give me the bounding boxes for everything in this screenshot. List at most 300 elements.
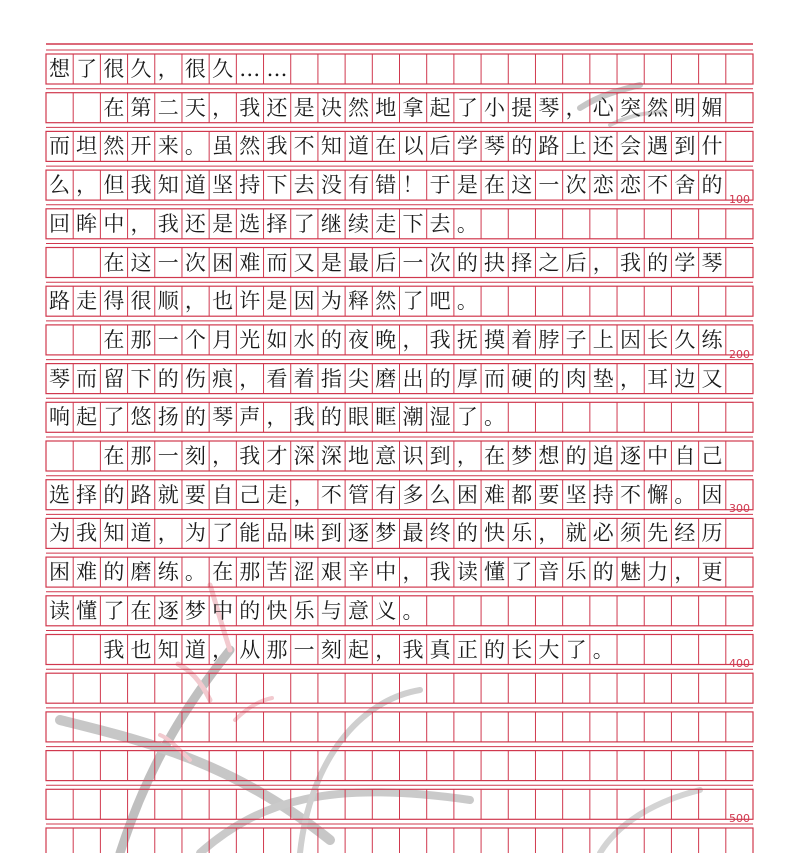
grid-char: 知	[103, 521, 125, 546]
grid-char: 的	[320, 405, 342, 430]
grid-char: 尖	[348, 366, 370, 391]
grid-char: 上	[565, 134, 587, 159]
grid-char: 琴	[538, 95, 560, 120]
grid-char: 而	[48, 134, 70, 159]
grid-char: 的	[484, 637, 505, 662]
grid-char: 困	[48, 560, 70, 585]
grid-char: 明	[674, 95, 696, 120]
grid-char: 。	[456, 211, 478, 236]
grid-char: 了	[456, 95, 478, 120]
grid-char: 学	[674, 250, 696, 275]
grid-char: 因	[619, 327, 641, 352]
grid-char: 是	[320, 250, 342, 275]
grid-char: 道	[348, 134, 370, 159]
grid-char: 是	[456, 173, 478, 198]
grid-char: 还	[592, 134, 614, 159]
grid-char: 辛	[348, 560, 370, 585]
grid-char: 管	[348, 482, 370, 507]
grid-char: 了	[103, 598, 125, 623]
grid-char: 月	[212, 327, 234, 352]
grid-char: 了	[212, 521, 234, 546]
grid-char: ，	[184, 289, 206, 314]
grid-char: 我	[402, 637, 424, 662]
grid-char: 如	[266, 327, 288, 352]
grid-char: ，	[157, 521, 179, 546]
grid-char: 心	[592, 95, 614, 120]
grid-char: 想	[538, 444, 560, 468]
grid-char: 厚	[456, 366, 478, 391]
grid-char: 媚	[701, 95, 723, 120]
grid-char: 但	[103, 173, 125, 198]
grid-char: 边	[674, 366, 696, 391]
grid-char: 了	[402, 289, 424, 314]
grid-char: 我	[76, 521, 98, 546]
grid-char: 力	[647, 560, 669, 585]
grid-char: 深	[320, 444, 342, 468]
grid-char: 又	[293, 250, 315, 275]
grid-char: 释	[348, 289, 370, 314]
grid-char: 须	[619, 521, 641, 546]
word-count-marker: 300	[729, 502, 750, 516]
grid-char: 意	[375, 444, 397, 468]
grid-char: 许	[239, 289, 261, 314]
grid-char: 我	[239, 444, 261, 468]
grid-char: 多	[402, 482, 424, 507]
grid-char: 摸	[484, 327, 505, 352]
grid-char: 久	[212, 57, 234, 81]
grid-char: 起	[348, 637, 370, 662]
grid-char: 到	[320, 521, 342, 546]
grid-char: 的	[456, 250, 478, 275]
grid-char: 久	[130, 57, 152, 81]
grid-char: ，	[674, 560, 696, 585]
grid-char: 选	[48, 482, 70, 507]
grid-char: 小	[484, 95, 505, 120]
grid-char: 困	[456, 482, 478, 507]
grid-char: 读	[48, 598, 70, 623]
grid-char: 梦	[511, 444, 533, 468]
grid-char: 就	[157, 482, 179, 507]
grid-char: 懂	[484, 560, 505, 585]
grid-char: 我	[130, 173, 152, 198]
grid-char: 悠	[130, 405, 152, 430]
grid-char: 响	[48, 405, 70, 430]
grid-char: 不	[320, 482, 342, 507]
grid-char: 为	[48, 521, 70, 546]
grid-char: 。	[184, 134, 206, 159]
grid-char: 自	[674, 444, 696, 468]
grid-char: 湿	[429, 405, 451, 430]
grid-char: 乐	[293, 598, 315, 623]
grid-char	[46, 93, 73, 123]
grid-char: 己	[701, 444, 723, 468]
grid-char: 选	[239, 211, 261, 236]
grid-char: 在	[375, 134, 397, 159]
word-count-marker: 500	[729, 812, 750, 825]
grid-char	[73, 325, 100, 355]
grid-char: 得	[103, 289, 125, 314]
grid-char: ，	[212, 444, 234, 468]
grid-char: 之	[538, 250, 560, 275]
grid-char: 梦	[375, 521, 397, 546]
grid-char: 坚	[212, 173, 234, 198]
grid-char: 的	[565, 444, 587, 468]
grid-char: 我	[619, 250, 641, 275]
grid-char: 起	[429, 95, 451, 120]
grid-char: 知	[157, 173, 179, 198]
grid-char: 什	[701, 134, 723, 159]
grid-char: 很	[103, 57, 125, 81]
grid-char: 味	[293, 521, 315, 546]
grid-char	[46, 325, 73, 355]
grid-char: 因	[293, 289, 315, 314]
grid-char: 没	[320, 173, 342, 198]
grid-char: 那	[239, 560, 261, 585]
grid-char: 在	[484, 444, 505, 468]
grid-char: 。	[592, 637, 614, 662]
grid-char: 涩	[293, 560, 315, 585]
grid-char: 那	[266, 637, 288, 662]
grid-char: 从	[239, 637, 261, 662]
grid-char: 磨	[375, 366, 397, 391]
grid-char: 懂	[76, 598, 98, 623]
grid-char: 开	[130, 134, 152, 159]
grid-char: 难	[239, 250, 261, 275]
grid-char: 逐	[619, 444, 641, 468]
grid-char: 追	[592, 444, 614, 468]
grid-char: 路	[48, 289, 70, 314]
grid-char: 突	[619, 95, 641, 120]
grid-char: 中	[647, 444, 669, 468]
grid-char: 琴	[48, 366, 70, 391]
grid-char: 学	[456, 134, 478, 159]
grid-char: 坦	[76, 134, 98, 159]
grid-char: 继	[320, 211, 342, 236]
grid-char: 还	[184, 211, 206, 236]
grid-char: 我	[239, 95, 261, 120]
grid-char: 与	[320, 598, 342, 623]
grid-char: 道	[184, 637, 206, 662]
grid-char: 中	[103, 211, 125, 236]
word-count-marker: 400	[729, 657, 750, 671]
grid-char: 因	[701, 482, 723, 507]
grid-char: 眸	[76, 211, 98, 236]
grid-char: ，	[592, 250, 614, 275]
grid-char: 品	[266, 521, 288, 546]
grid-char: 走	[76, 289, 98, 314]
grid-char: 我	[266, 134, 288, 159]
grid-char	[73, 441, 100, 471]
grid-char: 有	[348, 173, 370, 198]
grid-char: 很	[184, 57, 206, 81]
grid-char: 吧	[429, 289, 451, 314]
grid-char: 垫	[592, 366, 614, 391]
grid-char: 后	[565, 250, 587, 275]
grid-char: 了	[456, 405, 478, 430]
grid-char: 看	[266, 366, 288, 391]
grid-char: 我	[157, 211, 179, 236]
grid-char: 义	[375, 598, 397, 623]
grid-char: 子	[565, 327, 587, 352]
grid-char: 地	[348, 444, 370, 468]
grid-char: 指	[320, 366, 342, 391]
grid-char: 困	[212, 250, 234, 275]
grid-char: 走	[375, 211, 397, 236]
grid-char: 先	[647, 521, 669, 546]
grid-char: 刻	[184, 444, 206, 468]
grid-char: 久	[674, 327, 696, 352]
grid-char: 然	[348, 95, 370, 120]
grid-char: 逐	[348, 521, 370, 546]
grid-char: ，	[76, 173, 98, 198]
grid-char: 是	[293, 95, 315, 120]
grid-char: 回	[48, 211, 70, 236]
grid-char: 长	[647, 327, 669, 352]
grid-char: 我	[293, 405, 315, 430]
grid-char: 要	[184, 482, 206, 507]
grid-char: 不	[619, 482, 641, 507]
grid-char: 终	[429, 521, 451, 546]
grid-char: 夜	[348, 327, 370, 352]
grid-char: 路	[538, 134, 560, 159]
grid-char: 才	[266, 444, 288, 468]
grid-char: 历	[701, 521, 723, 546]
grid-char: 难	[76, 560, 98, 585]
grid-char: 经	[674, 521, 696, 546]
grid-char: ，	[619, 366, 641, 391]
grid-char: 逐	[157, 598, 179, 623]
grid-char: 提	[511, 95, 533, 120]
grid-char: 。	[402, 598, 424, 623]
grid-char: 琴	[701, 250, 723, 275]
grid-char: 最	[402, 521, 424, 546]
grid-char	[46, 248, 73, 278]
grid-char: 决	[320, 95, 342, 120]
grid-char: 伤	[184, 366, 206, 391]
grid-char: 己	[239, 482, 261, 507]
grid-char: 次	[429, 250, 451, 275]
grid-char: 大	[538, 637, 560, 662]
grid-char: 的	[239, 598, 261, 623]
grid-char: ，	[402, 560, 424, 585]
grid-char: 正	[456, 637, 478, 662]
grid-char: 留	[103, 366, 125, 391]
grid-char	[73, 93, 100, 123]
grid-char: 下	[266, 173, 288, 198]
grid-char: ，	[538, 521, 560, 546]
grid-char: 知	[320, 134, 342, 159]
grid-char: 那	[130, 327, 152, 352]
grid-char: 音	[538, 560, 560, 585]
grid-char: 下	[402, 211, 424, 236]
grid-char: 择	[76, 482, 98, 507]
grid-char: 恋	[619, 173, 641, 198]
grid-char: 的	[511, 134, 533, 159]
grid-char: 为	[184, 521, 206, 546]
grid-char: 这	[511, 173, 533, 198]
grid-char: 着	[293, 366, 315, 391]
grid-char: 磨	[130, 560, 152, 585]
grid-char: 择	[266, 211, 288, 236]
grid-char: 。	[456, 289, 478, 314]
grid-char: 一	[538, 173, 560, 198]
grid-char: 眶	[375, 405, 397, 430]
grid-char: 快	[266, 598, 288, 623]
grid-char: 后	[429, 134, 451, 159]
grid-char: 必	[592, 521, 614, 546]
grid-char: ，	[130, 211, 152, 236]
grid-char: 来	[157, 134, 179, 159]
grid-char: 最	[348, 250, 370, 275]
grid-char: 魅	[619, 560, 641, 585]
grid-char: 然	[103, 134, 125, 159]
grid-char: 光	[239, 327, 261, 352]
grid-char: 的	[538, 366, 560, 391]
grid-char: 上	[592, 327, 614, 352]
grid-char: 读	[456, 560, 478, 585]
grid-char: ，	[157, 57, 179, 81]
grid-char: 水	[293, 327, 315, 352]
grid-char: 而	[266, 250, 288, 275]
grid-char	[46, 441, 73, 471]
grid-char: 练	[701, 327, 723, 352]
grid-char: 了	[511, 560, 533, 585]
grid-char: 在	[212, 560, 234, 585]
grid-char: 的	[103, 482, 125, 507]
grid-char: 声	[239, 405, 261, 430]
grid-char: 琴	[212, 405, 234, 430]
grid-char: 那	[130, 444, 152, 468]
grid-char: 耳	[647, 366, 669, 391]
grid-char: 第	[130, 95, 152, 120]
grid-char: 择	[511, 250, 533, 275]
grid-char: 下	[130, 366, 152, 391]
grid-char: 虽	[212, 134, 234, 159]
grid-char: 遇	[647, 134, 669, 159]
grid-char: 持	[239, 173, 261, 198]
grid-char: 然	[239, 134, 261, 159]
grid-char: 走	[266, 482, 288, 507]
grid-char: 次	[565, 173, 587, 198]
grid-char: 的	[701, 173, 723, 198]
grid-char: 么	[48, 173, 70, 198]
grid-char: ，	[212, 637, 234, 662]
grid-char: 懈	[647, 482, 669, 507]
grid-char: 苦	[266, 560, 288, 585]
grid-char: 自	[212, 482, 234, 507]
grid-char: 有	[375, 482, 397, 507]
grid-char: 去	[429, 211, 451, 236]
grid-char: 难	[484, 482, 505, 507]
grid-char: 中	[375, 560, 397, 585]
grid-char: 能	[239, 521, 261, 546]
grid-char: 在	[130, 598, 152, 623]
grid-char: ，	[565, 95, 587, 120]
grid-char: 一	[157, 327, 179, 352]
grid-char: 脖	[538, 327, 560, 352]
grid-char: 到	[674, 134, 696, 159]
grid-char: 次	[184, 250, 206, 275]
grid-char: 天	[184, 95, 206, 120]
grid-char: 在	[103, 444, 125, 468]
grid-char: 路	[130, 482, 152, 507]
grid-char: …	[266, 57, 288, 81]
grid-char: 我	[429, 327, 451, 352]
grid-char: 也	[212, 289, 234, 314]
grid-char: 深	[293, 444, 315, 468]
grid-char: 乐	[511, 521, 533, 546]
grid-char: 在	[103, 250, 125, 275]
grid-char: ！	[402, 173, 424, 198]
grid-char: 也	[130, 637, 152, 662]
grid-char: 。	[184, 560, 206, 585]
grid-char: 要	[538, 482, 560, 507]
grid-char: 琴	[484, 134, 505, 159]
grid-char: 我	[429, 560, 451, 585]
grid-char: 然	[647, 95, 669, 120]
grid-char: ，	[402, 327, 424, 352]
grid-char: 快	[484, 521, 505, 546]
grid-char: 起	[76, 405, 98, 430]
grid-char: …	[239, 57, 261, 81]
grid-char: 一	[157, 444, 179, 468]
grid-char: 还	[266, 95, 288, 120]
word-count-marker: 100	[729, 192, 750, 206]
grid-char: ，	[266, 405, 288, 430]
grid-char: 的	[429, 366, 451, 391]
grid-char: 在	[103, 95, 125, 120]
grid-char: 道	[184, 173, 206, 198]
grid-char: 练	[157, 560, 179, 585]
grid-char: 一	[293, 637, 315, 662]
grid-char: ，	[456, 444, 478, 468]
grid-char: 道	[130, 521, 152, 546]
grid-char: ，	[212, 95, 234, 120]
grid-char: 后	[375, 250, 397, 275]
grid-char: 乐	[565, 560, 587, 585]
grid-char: 的	[647, 250, 669, 275]
grid-char: 刻	[320, 637, 342, 662]
grid-char: 一	[157, 250, 179, 275]
grid-char: 会	[619, 134, 641, 159]
word-count-marker: 200	[729, 347, 750, 361]
grid-char: 都	[511, 482, 533, 507]
grid-char: 去	[293, 173, 315, 198]
grid-char: 到	[429, 444, 451, 468]
grid-char: 痕	[212, 366, 234, 391]
grid-char: 的	[103, 560, 125, 585]
grid-char: 续	[348, 211, 370, 236]
grid-char: 就	[565, 521, 587, 546]
grid-char: 抉	[484, 250, 505, 275]
grid-char: 中	[212, 598, 234, 623]
grid-char: 而	[484, 366, 505, 391]
grid-char: 真	[429, 637, 451, 662]
grid-char: ，	[375, 637, 397, 662]
grid-char: 了	[565, 637, 587, 662]
grid-char: 以	[402, 134, 424, 159]
grid-char: 又	[701, 366, 723, 391]
grid-char: 为	[320, 289, 342, 314]
grid-char: 然	[375, 289, 397, 314]
grid-char: 的	[592, 560, 614, 585]
grid-char: 很	[130, 289, 152, 314]
grid-char: 的	[157, 366, 179, 391]
grid-char: 的	[320, 327, 342, 352]
grid-char: 晚	[375, 327, 397, 352]
grid-char: 这	[130, 250, 152, 275]
grid-char: 我	[103, 637, 125, 662]
